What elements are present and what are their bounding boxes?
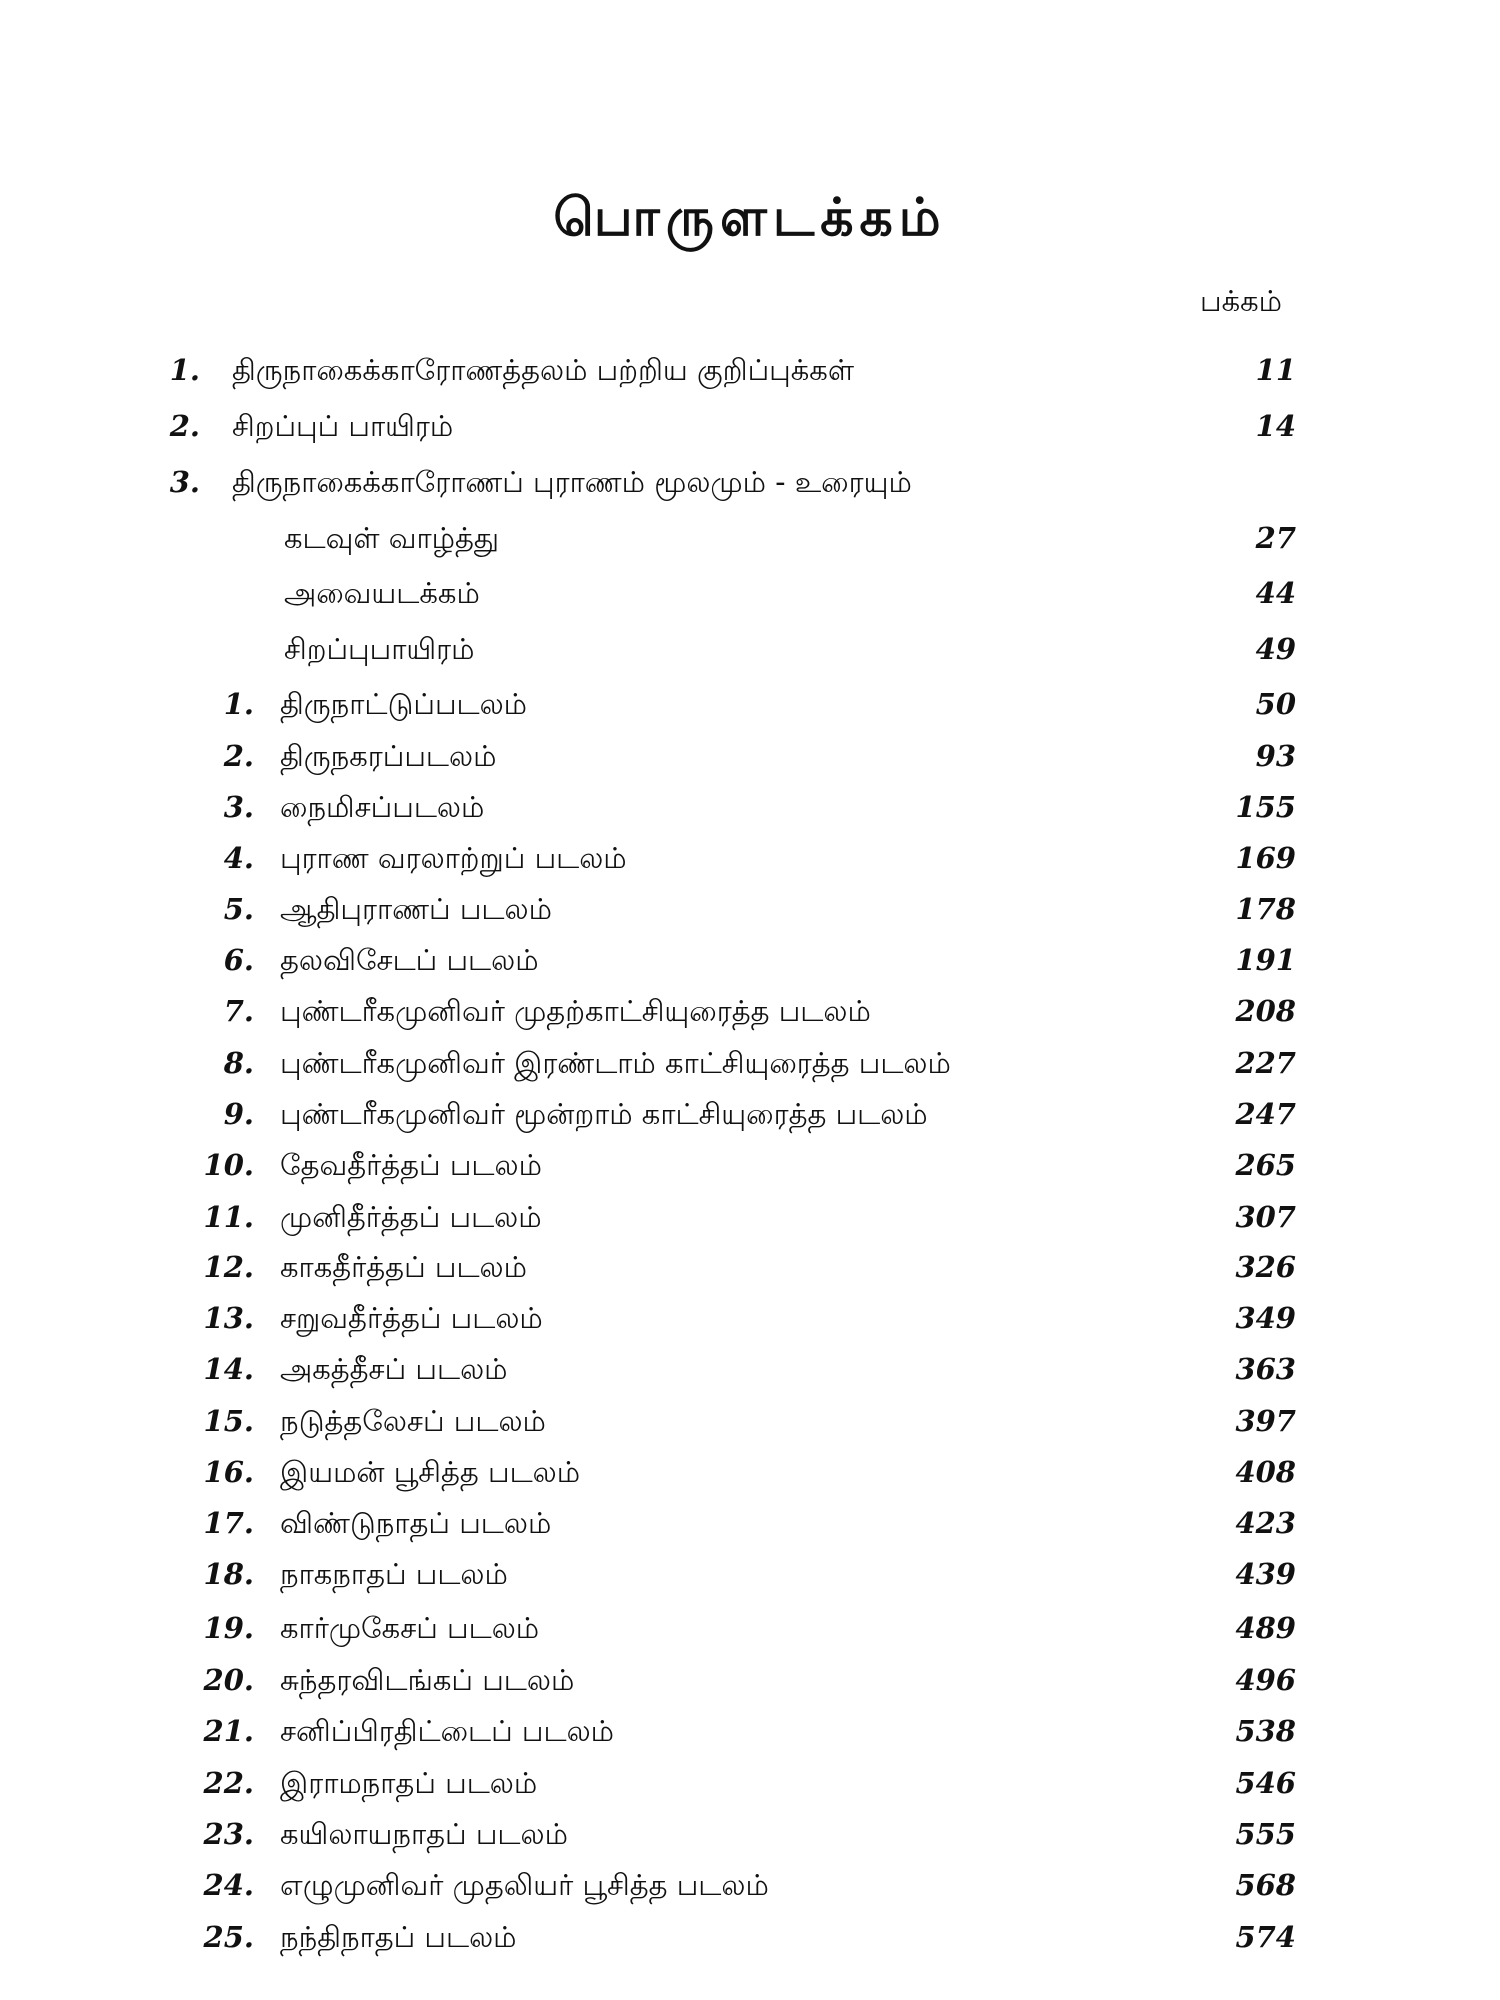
toc-entry-page: 489 <box>1235 1611 1296 1645</box>
toc-entry <box>0 353 1500 393</box>
toc-entry-label: நைமிசப்படலம் <box>280 790 485 824</box>
toc-entry-page: 408 <box>1235 1455 1296 1489</box>
toc-entry-number: 18. <box>203 1557 254 1591</box>
toc-entry-label: புராண வரலாற்றுப் படலம் <box>280 841 627 875</box>
toc-entry-page: 178 <box>1235 892 1296 926</box>
toc-entry <box>0 790 1500 830</box>
toc-entry <box>0 1611 1500 1651</box>
toc-entry <box>0 465 1500 505</box>
toc-entry-label: சுந்தரவிடங்கப் படலம் <box>280 1663 575 1697</box>
toc-entry-label: அகத்தீசப் படலம் <box>280 1352 508 1386</box>
toc-entry-number: 25. <box>203 1920 254 1954</box>
toc-entry <box>0 892 1500 932</box>
toc-entry-label: தலவிசேடப் படலம் <box>280 943 539 977</box>
toc-entry <box>0 1868 1500 1908</box>
toc-entry <box>0 1506 1500 1546</box>
toc-entry-label: விண்டுநாதப் படலம் <box>280 1506 552 1540</box>
toc-entry <box>0 994 1500 1034</box>
toc-entry-page: 49 <box>1255 632 1296 666</box>
toc-entry-label: நந்திநாதப் படலம் <box>280 1920 517 1954</box>
toc-entry-label: கார்முகேசப் படலம் <box>280 1611 540 1645</box>
toc-entry-number: 3. <box>223 790 254 824</box>
toc-entry <box>0 1148 1500 1188</box>
toc-entry-label: நாகநாதப் படலம் <box>280 1557 508 1591</box>
toc-entry-number: 16. <box>203 1455 254 1489</box>
toc-entry-label: கயிலாயநாதப் படலம் <box>280 1817 568 1851</box>
toc-entry-label: தேவதீர்த்தப் படலம் <box>280 1148 542 1182</box>
toc-entry-number: 6. <box>223 943 254 977</box>
toc-entry-page: 574 <box>1235 1920 1296 1954</box>
toc-entry-page: 538 <box>1235 1714 1296 1748</box>
toc-entry <box>0 632 1500 672</box>
toc-entry-label: காகதீர்த்தப் படலம் <box>280 1250 527 1284</box>
toc-entry-page: 397 <box>1235 1404 1296 1438</box>
toc-entry-label: புண்டரீகமுனிவர் மூன்றாம் காட்சியுரைத்த படலம் <box>280 1097 928 1131</box>
toc-entry-page: 227 <box>1235 1046 1296 1080</box>
toc-entry-label: திருநாகைக்காரோணத்தலம் பற்றிய குறிப்புக்கள் <box>232 353 854 387</box>
toc-entry-number: 15. <box>203 1404 254 1438</box>
toc-entry-label: புண்டரீகமுனிவர் இரண்டாம் காட்சியுரைத்த படலம் <box>280 1046 951 1080</box>
toc-entry-label: முனிதீர்த்தப் படலம் <box>280 1200 542 1234</box>
toc-entry <box>0 1301 1500 1341</box>
toc-entry-number: 1. <box>169 353 200 387</box>
toc-entry-label: சறுவதீர்த்தப் படலம் <box>280 1301 543 1335</box>
toc-entry-label: எழுமுனிவர் முதலியர் பூசித்த படலம் <box>280 1868 769 1902</box>
toc-entry-number: 12. <box>203 1250 254 1284</box>
toc-entry-label: சிறப்புப் பாயிரம் <box>232 409 454 443</box>
toc-entry <box>0 1455 1500 1495</box>
toc-entry-label: புண்டரீகமுனிவர் முதற்காட்சியுரைத்த படலம் <box>280 994 871 1028</box>
toc-entry-number: 4. <box>223 841 254 875</box>
toc-entry-page: 363 <box>1235 1352 1296 1386</box>
toc-entry-number: 2. <box>223 739 254 773</box>
toc-entry-page: 155 <box>1235 790 1296 824</box>
toc-entry <box>0 1352 1500 1392</box>
toc-entry-page: 439 <box>1235 1557 1296 1591</box>
toc-entry-page: 307 <box>1235 1200 1296 1234</box>
toc-entry-number: 3. <box>169 465 200 499</box>
toc-entry <box>0 576 1500 616</box>
toc-entry-number: 9. <box>223 1097 254 1131</box>
toc-entry-number: 14. <box>203 1352 254 1386</box>
toc-entry-page: 27 <box>1255 521 1296 555</box>
toc-entry-page: 555 <box>1235 1817 1296 1851</box>
toc-entry-label: இயமன் பூசித்த படலம் <box>280 1455 581 1489</box>
toc-entry-page: 349 <box>1235 1301 1296 1335</box>
toc-entry <box>0 1817 1500 1857</box>
toc-entry-page: 423 <box>1235 1506 1296 1540</box>
toc-entry-label: கடவுள் வாழ்த்து <box>284 521 500 555</box>
toc-entry-label: நடுத்தலேசப் படலம் <box>280 1404 546 1438</box>
toc-entry <box>0 409 1500 449</box>
toc-entry <box>0 1714 1500 1754</box>
toc-entry-page: 546 <box>1235 1766 1296 1800</box>
toc-entry-label: இராமநாதப் படலம் <box>280 1766 538 1800</box>
toc-entry <box>0 687 1500 727</box>
toc-entry-label: சனிப்பிரதிட்டைப் படலம் <box>280 1714 614 1748</box>
toc-entry-page: 326 <box>1235 1250 1296 1284</box>
toc-entry-number: 13. <box>203 1301 254 1335</box>
toc-entry <box>0 521 1500 561</box>
toc-entry-number: 19. <box>203 1611 254 1645</box>
toc-entry-number: 22. <box>203 1766 254 1800</box>
toc-entry <box>0 1046 1500 1086</box>
toc-entry-page: 208 <box>1235 994 1296 1028</box>
toc-entry-label: சிறப்புபாயிரம் <box>284 632 475 666</box>
toc-entry-page: 93 <box>1255 739 1296 773</box>
toc-entry-page: 14 <box>1255 409 1296 443</box>
toc-entry-page: 247 <box>1235 1097 1296 1131</box>
toc-entry <box>0 1250 1500 1290</box>
toc-entry-number: 20. <box>203 1663 254 1697</box>
toc-entry-number: 23. <box>203 1817 254 1851</box>
toc-entry <box>0 1557 1500 1597</box>
toc-entry-label: அவையடக்கம் <box>284 576 480 610</box>
toc-entry-number: 7. <box>223 994 254 1028</box>
toc-entry-page: 50 <box>1255 687 1296 721</box>
toc-entry-number: 11. <box>203 1200 254 1234</box>
toc-entry-label: ஆதிபுராணப் படலம் <box>280 892 552 926</box>
toc-entry <box>0 1200 1500 1240</box>
toc-entry-number: 5. <box>223 892 254 926</box>
toc-entry <box>0 943 1500 983</box>
toc-entry-label: திருநகரப்படலம் <box>280 739 497 773</box>
toc-entry-page: 568 <box>1235 1868 1296 1902</box>
toc-entry-label: திருநாட்டுப்படலம் <box>280 687 528 721</box>
toc-entry-label: திருநாகைக்காரோணப் புராணம் மூலமும் - உரையும் <box>232 465 912 499</box>
toc-entry-number: 1. <box>223 687 254 721</box>
page-column-heading: பக்கம் <box>1200 284 1283 318</box>
toc-entry <box>0 1097 1500 1137</box>
toc-entry-page: 11 <box>1255 353 1296 387</box>
toc-entry-number: 2. <box>169 409 200 443</box>
page-title: பொருளடக்கம் <box>553 188 947 248</box>
toc-entry-page: 265 <box>1235 1148 1296 1182</box>
toc-entry-number: 8. <box>223 1046 254 1080</box>
toc-entry-page: 496 <box>1235 1663 1296 1697</box>
toc-entry-page: 169 <box>1235 841 1296 875</box>
toc-entry <box>0 1663 1500 1703</box>
toc-entry-number: 10. <box>203 1148 254 1182</box>
toc-entry <box>0 841 1500 881</box>
toc-entry <box>0 1766 1500 1806</box>
toc-entry-page: 191 <box>1235 943 1296 977</box>
toc-entry-number: 17. <box>203 1506 254 1540</box>
toc-entry-number: 21. <box>203 1714 254 1748</box>
toc-entry <box>0 1404 1500 1444</box>
toc-entry-page: 44 <box>1255 576 1296 610</box>
toc-entry <box>0 739 1500 779</box>
toc-entry-number: 24. <box>203 1868 254 1902</box>
toc-entry <box>0 1920 1500 1960</box>
